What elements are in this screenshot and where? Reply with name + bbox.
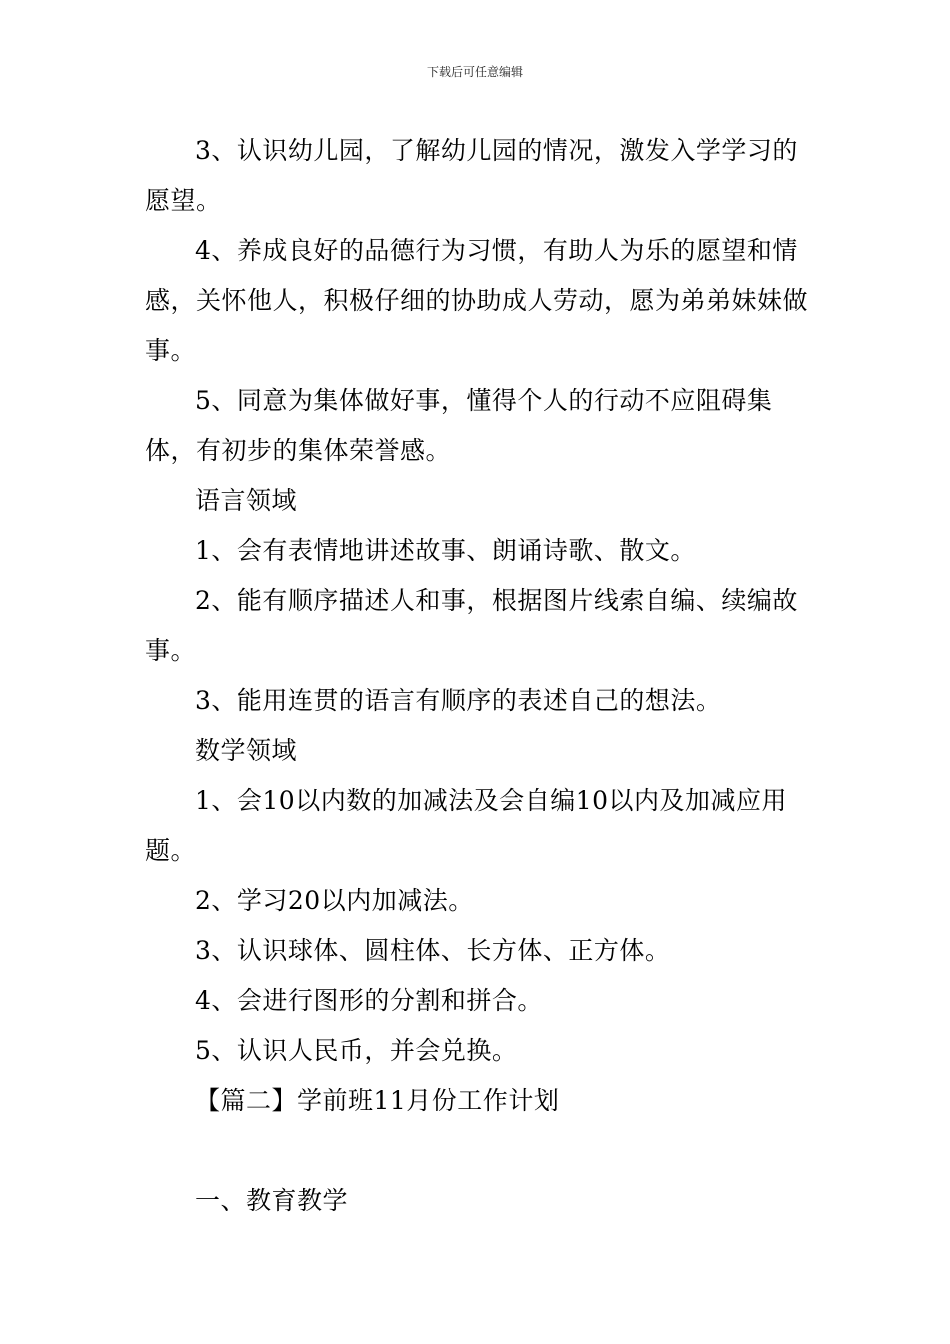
paragraph-math-5: 5、认识人民币，并会兑换。 — [195, 1036, 518, 1065]
document-body — [145, 126, 817, 1226]
paragraph-math-4: 4、会进行图形的分割和拼合。 — [195, 986, 543, 1015]
section-title-part-two: 【篇二】学前班11月份工作计划 — [195, 1086, 560, 1115]
paragraph-language-2: 2、能有顺序描述人和事，根据图片线索自编、续编故事。 — [145, 586, 798, 665]
paragraph-goal-3: 3、认识幼儿园，了解幼儿园的情况，激发入学学习的愿望。 — [145, 136, 798, 215]
paragraph-math-1: 1、会10以内数的加减法及会自编10以内及加减应用题。 — [145, 786, 788, 865]
blank-line — [145, 1126, 817, 1176]
paragraph-math-2: 2、学习20以内加减法。 — [195, 886, 474, 915]
section-heading-language: 语言领域 — [195, 486, 298, 515]
paragraph-goal-5: 5、同意为集体做好事，懂得个人的行动不应阻碍集体，有初步的集体荣誉感。 — [145, 386, 773, 465]
paragraph-language-1: 1、会有表情地讲述故事、朗诵诗歌、散文。 — [195, 536, 696, 565]
paragraph-language-3: 3、能用连贯的语言有顺序的表述自己的想法。 — [195, 686, 722, 715]
section-heading-math: 数学领域 — [195, 736, 298, 765]
section-heading-education: 一、教育教学 — [195, 1186, 349, 1215]
page-header-note: 下载后可任意编辑 — [426, 65, 523, 79]
paragraph-math-3: 3、认识球体、圆柱体、长方体、正方体。 — [195, 936, 671, 965]
paragraph-goal-4: 4、养成良好的品德行为习惯，有助人为乐的愿望和情感，关怀他人，积极仔细的协助成人劳动，愿为弟弟妹妹做事。 — [145, 236, 809, 365]
